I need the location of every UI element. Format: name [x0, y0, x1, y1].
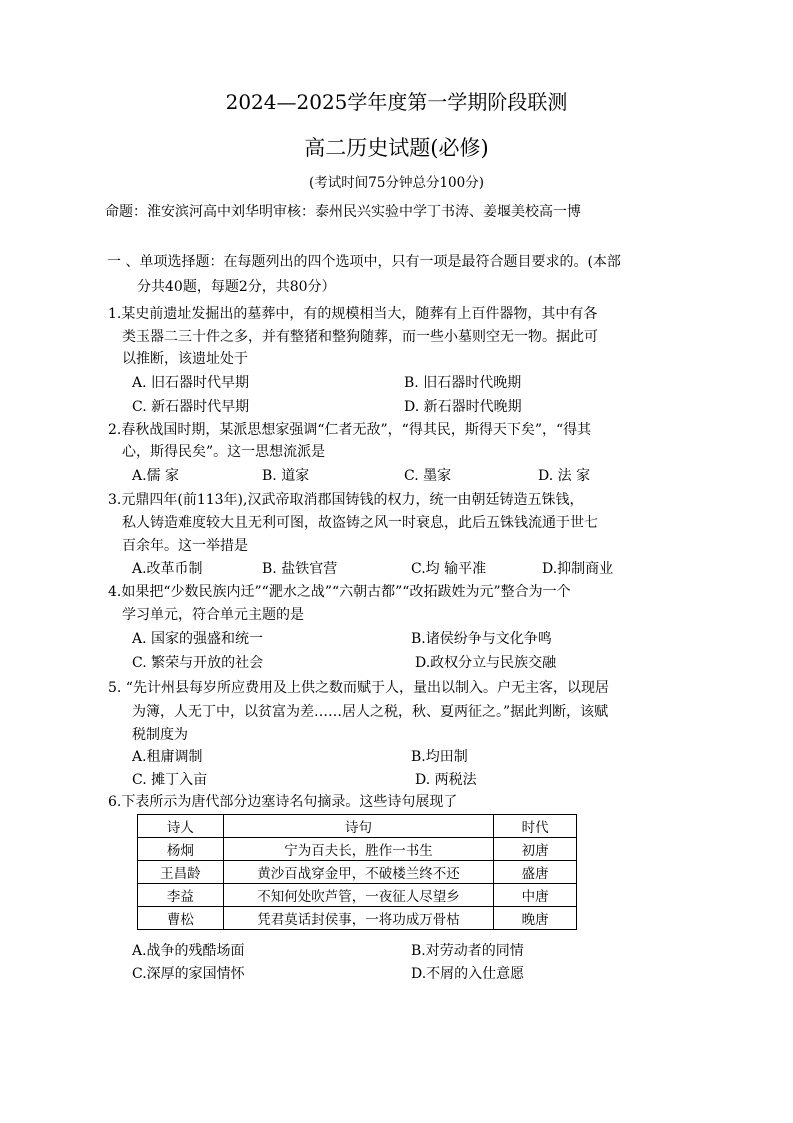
option-c: C. 摊丁入亩 [132, 772, 208, 788]
option-d: D. 新石器时代晚期 [404, 399, 522, 415]
question-text: 学习单元，符合单元主题的是 [122, 607, 304, 623]
question-text: 心，斯得民矣”。这一思想流派是 [122, 444, 326, 460]
table-row [138, 838, 577, 861]
question-text: 私人铸造难度较大且无利可图，故盗铸之风一时衰息，此后五铢钱流通于世七 [122, 515, 598, 531]
exam-subtitle: 高二历史试题(必修) [304, 136, 489, 160]
option-d: D. 两税法 [415, 772, 477, 788]
table-cell: 杨炯 [138, 838, 224, 861]
table-header: 时代 [494, 815, 577, 838]
table-cell: 凭君莫话封侯事，一将功成万骨枯 [223, 907, 493, 930]
question-text: 类玉器二三十件之多，并有整猪和整狗随葬，而一些小墓则空无一物。据此可 [122, 329, 598, 345]
exam-title: 2024—2025学年度第一学期阶段联测 [225, 90, 568, 114]
option-b: B.均田制 [411, 749, 468, 765]
option-d: D.抑制商业 [542, 561, 614, 577]
table-header: 诗句 [223, 815, 493, 838]
option-c: C.深厚的家国情怀 [132, 966, 245, 982]
option-a: A. 旧石器时代早期 [132, 375, 250, 391]
table-cell: 盛唐 [494, 861, 577, 884]
option-d: D.不屑的入仕意愿 [411, 966, 525, 982]
option-d: D.政权分立与民族交融 [415, 655, 557, 671]
option-c: C.均 输平准 [411, 561, 487, 577]
question-text: 以推断，该遗址处于 [122, 351, 248, 367]
table-cell: 初唐 [494, 838, 577, 861]
question-text: 税制度为 [132, 727, 188, 743]
section-heading-cont: 分共40题，每题2分，共80分） [137, 279, 336, 295]
table-cell: 中唐 [494, 884, 577, 907]
section-heading: 一 、单项选择题：在每题列出的四个选项中，只有一项是最符合题目要求的。(本部 [107, 254, 621, 270]
table-cell: 曹松 [138, 907, 224, 930]
table-cell: 晚唐 [494, 907, 577, 930]
question-text: 2.春秋战国时期，某派思想家强调“仁者无敌”，“得其民，斯得天下矣”，“得其 [108, 422, 592, 438]
option-a: A.儒 家 [132, 468, 180, 484]
option-c: C. 新石器时代早期 [132, 399, 250, 415]
table-row [138, 861, 577, 884]
authors-line: 命题：淮安滨河高中刘华明审核：泰州民兴实验中学丁书涛、姜堰美校高一博 [105, 204, 581, 220]
option-b: B.诸侯纷争与文化争鸣 [411, 631, 552, 647]
question-text: 1.某史前遗址发掘出的墓葬中，有的规模相当大，随葬有上百件器物，其中有各 [108, 306, 598, 322]
table-cell: 宁为百夫长，胜作一书生 [223, 838, 493, 861]
option-a: A.改革币制 [132, 561, 203, 577]
option-a: A.租庸调制 [132, 749, 203, 765]
option-c: C. 繁荣与开放的社会 [132, 655, 264, 671]
table-cell: 不知何处吹芦管，一夜征人尽望乡 [223, 884, 493, 907]
poems-table [137, 814, 577, 930]
table-cell: 李益 [138, 884, 224, 907]
option-b: B. 盐铁官营 [262, 561, 338, 577]
option-b: B. 旧石器时代晚期 [404, 375, 522, 391]
option-a: A. 国家的强盛和统一 [132, 631, 264, 647]
table-cell: 王昌龄 [138, 861, 224, 884]
option-b: B.对劳动者的同情 [411, 943, 524, 959]
option-c: C. 墨家 [404, 468, 452, 484]
question-text: 百余年。这一举措是 [122, 538, 248, 554]
option-d: D. 法 家 [538, 468, 591, 484]
question-text: 6.下表所示为唐代部分边塞诗名句摘录。这些诗句展现了 [108, 794, 458, 810]
table-row [138, 884, 577, 907]
question-text: 5. “先计州县每岁所应费用及上供之数而赋于人，量出以制入。户无主客，以现居 [108, 680, 609, 696]
table-header-row [138, 815, 577, 838]
table-cell: 黄沙百战穿金甲，不破楼兰终不还 [223, 861, 493, 884]
question-text: 为簿，人无丁中，以贫富为差……居人之税，秋、夏两征之。”据此判断，该赋 [132, 704, 609, 720]
exam-info: (考试时间75分钟总分100分) [309, 175, 484, 191]
question-text: 4.如果把“少数民族内迁”“淝水之战”“六朝古都”“改拓跋姓为元”整合为一个 [108, 584, 571, 600]
option-a: A.战争的残酷场面 [132, 943, 245, 959]
option-b: B. 道家 [262, 468, 310, 484]
question-text: 3.元鼎四年(前113年),汉武帝取消郡国铸钱的权力，统一由朝廷铸造五铢钱， [108, 492, 584, 508]
table-header: 诗人 [138, 815, 224, 838]
table-row [138, 907, 577, 930]
